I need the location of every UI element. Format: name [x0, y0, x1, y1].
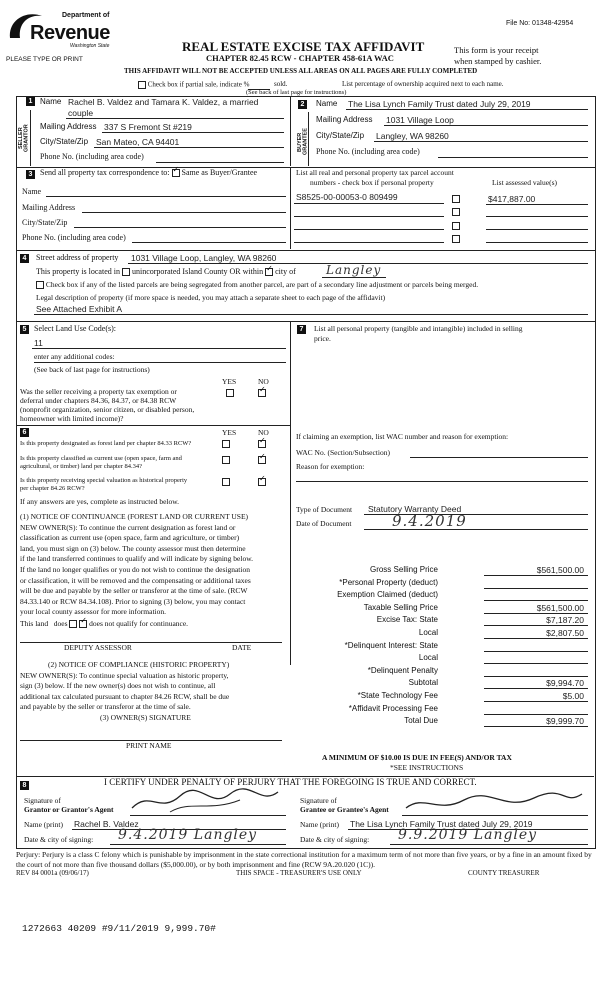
section-5-number: 5 [20, 325, 29, 334]
grantor-name-label: Name (print) [24, 820, 63, 829]
seller-name-label: Name [40, 97, 62, 106]
personal-property-label-1: List all personal property (tangible and intangible) included in selling [314, 324, 523, 333]
personal-property-label-2: price. [314, 334, 331, 343]
totals-label: *Affidavit Processing Fee [348, 703, 438, 713]
seller-city-value[interactable]: San Mateo, CA 94401 [96, 137, 180, 147]
segregated-label: Check box if any of the listed parcels are being segregated from another parcel, are part of a secondary line adjustment or parcels being merged. [45, 280, 479, 289]
see-back-note: (See back of last page for instructions) [246, 89, 347, 96]
totals-label: *Delinquent Penalty [367, 665, 438, 675]
file-number: File No: 01348-42954 [506, 20, 574, 27]
totals-value[interactable]: $9,999.70 [546, 716, 584, 727]
grantee-date-label: Date & city of signing: [300, 835, 370, 844]
s6-current-use-no[interactable] [258, 456, 266, 465]
continuance-line: classification as current use (open space, farm and agriculture, or timber) [20, 533, 240, 543]
section-1-number: 1 [26, 97, 35, 106]
grantor-signature-of: Signature of [24, 796, 61, 805]
wac-label: WAC No. (Section/Subsection) [296, 448, 390, 457]
totals-value[interactable]: $5.00 [562, 691, 584, 701]
sold-label: sold. [274, 80, 288, 88]
reason-field[interactable] [296, 481, 588, 482]
totals-label: Subtotal [408, 678, 438, 688]
totals-value[interactable]: $561,500.00 [536, 602, 584, 613]
compliance-notice [20, 660, 229, 713]
assessor-date-label: DATE [232, 643, 252, 652]
unincorporated-checkbox[interactable] [122, 268, 130, 276]
parcel-pp-checkbox-2[interactable] [452, 208, 460, 217]
print-name-label: PRINT NAME [126, 741, 172, 750]
certification-statement: I CERTIFY UNDER PENALTY OF PERJURY THAT THE FOREGOING IS TRUE AND CORRECT. [104, 777, 477, 787]
doc-date-label: Date of Document [296, 519, 352, 528]
parcel-header-2: numbers - check box if personal property [310, 178, 434, 187]
continuance-line: if the land transferred continues to qualify and will indicate by signing below. [20, 554, 253, 564]
grantee-name-value[interactable]: The Lisa Lynch Family Trust dated July 29, 2019 [350, 819, 533, 829]
located-label: This property is located in [36, 267, 120, 276]
section-2-number: 2 [298, 100, 307, 109]
does-checkbox[interactable] [69, 620, 77, 628]
segregated-row [36, 281, 478, 289]
partial-sale-row [138, 81, 249, 89]
buyer-city-value[interactable]: Langley, WA 98260 [376, 131, 449, 141]
buyer-mail-label: Mailing Address [316, 115, 373, 124]
parcel-pp-checkbox-3[interactable] [452, 222, 460, 231]
state-label: Washington State [70, 43, 110, 49]
parcel-field-4[interactable] [294, 242, 444, 243]
doc-type-label: Type of Document [296, 505, 353, 514]
unincorporated-label: unincorporated Island County OR within [131, 267, 264, 276]
qualify-row [20, 620, 188, 628]
s6-forest-no[interactable] [258, 440, 266, 449]
totals-label: *Personal Property (deduct) [339, 577, 438, 587]
assessed-header: List assessed value(s) [492, 178, 557, 187]
city-handwritten[interactable]: Langley [326, 263, 382, 277]
dor-logo [6, 8, 116, 50]
continuance-line: your local county assessor for more information. [20, 607, 167, 617]
does-not-label: does not qualify for continuance. [89, 619, 189, 628]
seller-name-2[interactable]: couple [68, 108, 94, 118]
section-3-number: 3 [26, 170, 35, 179]
grantee-signature-of: Signature of [300, 796, 337, 805]
parcel-pp-checkbox-1[interactable] [452, 195, 460, 204]
totals-label: *State Technology Fee [357, 691, 438, 700]
buyer-name-label: Name [316, 99, 338, 108]
continuance-line: (1) NOTICE OF CONTINUANCE (FOREST LAND OR CURRENT USE) [20, 512, 249, 521]
totals-value[interactable]: $561,500.00 [536, 565, 584, 575]
corr-mail-field[interactable] [82, 212, 286, 213]
s5-yes-checkbox[interactable] [226, 389, 234, 398]
legal-value[interactable]: See Attached Exhibit A [36, 304, 123, 314]
s5-question-4: homeowner with limited income)? [20, 414, 124, 423]
totals-label: Local [418, 653, 438, 663]
corr-city-field[interactable] [74, 227, 286, 228]
city-of-checkbox[interactable] [265, 268, 273, 276]
form-revision: REV 84 0001a (09/06/17) [16, 869, 89, 877]
compliance-line: additional tax calculated pursuant to chapter 84.26 RCW, shall be due [20, 691, 230, 701]
continuance-line: land, you must sign on (3) below. The county assessor must then determine [20, 543, 246, 553]
dept-label: Department of [62, 12, 110, 19]
form-chapters: CHAPTER 82.45 RCW - CHAPTER 458-61A WAC [206, 53, 394, 63]
buyer-phone-field[interactable] [438, 157, 588, 158]
parcel-field-3[interactable] [294, 229, 444, 230]
assessed-field-3[interactable] [486, 229, 588, 230]
land-use-label: Select Land Use Code(s): [34, 324, 116, 333]
s6-no-header: NO [258, 428, 269, 437]
parcel-number-1[interactable]: S8525-00-00053-0 809499 [296, 192, 398, 202]
corr-mail-label: Mailing Address [22, 203, 76, 212]
deputy-assessor-label: DEPUTY ASSESSOR [64, 643, 132, 652]
street-label: Street address of property [36, 253, 119, 262]
s6-forest-question: Is this property designated as forest land per chapter 84.33 RCW? [20, 440, 192, 447]
corr-phone-field[interactable] [132, 242, 286, 243]
send-correspondence-row [40, 169, 257, 178]
compliance-line: and payable by the seller or transferor at the time of sale. [20, 702, 191, 711]
partial-sale-checkbox[interactable] [138, 81, 146, 89]
s6-historic-yes[interactable] [222, 478, 230, 487]
section-7-number: 7 [297, 325, 306, 334]
compliance-line: (2) NOTICE OF COMPLIANCE (HISTORIC PROPERTY) [48, 660, 230, 669]
perjury-statement: Perjury: Perjury is a class C felony which is punishable by imprisonment in the state correctional institution for a maximum term of not more than five years, or by a fine in an amount fixed by the court of not more than five thousand dollars ($5,000.00), or by both imprisonment and fine (RCW 9A.20.020 (1C)). [16, 850, 592, 869]
send-correspondence-label: Send all property tax correspondence to: [40, 168, 170, 177]
grantor-agent-label: Grantor or Grantor's Agent [24, 805, 114, 814]
revenue-wordmark: Revenue [30, 22, 110, 44]
treasurer-space: THIS SPACE - TREASURER'S USE ONLY [236, 869, 362, 877]
owner-signature-label: (3) OWNER(S) SIGNATURE [100, 713, 191, 722]
s6-forest-yes[interactable] [222, 440, 230, 449]
totals-label: Excise Tax: State [376, 615, 438, 625]
seller-grantor-label: SELLER GRANTOR [18, 124, 30, 152]
seller-mail-value[interactable]: 337 S Fremont St #219 [104, 122, 192, 132]
buyer-grantee-label: BUYER GRANTEE [297, 128, 309, 156]
s6-if-yes: If any answers are yes, complete as instructed below. [20, 497, 180, 506]
doc-type-value[interactable]: Statutory Warranty Deed [368, 504, 462, 514]
grantor-signature-icon [130, 786, 280, 816]
corr-city-label: City/State/Zip [22, 218, 68, 227]
parcel-header-1: List all real and personal property tax parcel account [296, 168, 454, 177]
continuance-notice [20, 512, 253, 618]
continuance-line: 84.33.140 or RCW 84.34.108). Prior to signing (3) below, you may contact [20, 596, 246, 606]
segregated-checkbox[interactable] [36, 281, 44, 289]
exemption-label: If claiming an exemption, list WAC number and reason for exemption: [296, 432, 509, 441]
totals-value[interactable]: $9,994.70 [546, 678, 584, 689]
s5-yes-header: YES [222, 377, 237, 386]
grantor-name-value[interactable]: Rachel B. Valdez [74, 819, 139, 829]
street-value[interactable]: 1031 Village Loop, Langley, WA 98260 [131, 253, 277, 263]
totals-label: Local [418, 628, 438, 637]
same-as-buyer-checkbox[interactable] [172, 169, 180, 177]
totals-value[interactable]: $7,187.20 [546, 615, 584, 626]
s5-question-1: Was the seller receiving a property tax exemption or [20, 387, 177, 396]
continuance-line: If the land no longer qualifies or you do not wish to continue the designation [20, 564, 250, 574]
parcel-field-2[interactable] [294, 216, 444, 217]
s6-current-use-question-1: Is this property classified as current use (open space, farm and [20, 455, 182, 462]
receipt-note-2: when stamped by cashier. [454, 56, 542, 66]
seller-name-1[interactable]: Rachel B. Valdez and Tamara K. Valdez, a married [68, 97, 259, 107]
totals-label: Total Due [404, 716, 438, 726]
s6-current-use-yes[interactable] [222, 456, 230, 465]
grantee-name-label: Name (print) [300, 820, 339, 829]
list-pct-label: List percentage of ownership acquired next to each name. [342, 80, 504, 88]
assessed-field-2[interactable] [486, 216, 588, 217]
section-8-number: 8 [20, 781, 29, 790]
corr-name-field[interactable] [46, 196, 286, 197]
s5-no-header: NO [258, 377, 269, 386]
s5-no-checkbox[interactable] [258, 389, 266, 398]
assessed-value-1[interactable]: $417,887.00 [488, 194, 536, 204]
city-of-label: city of [275, 267, 296, 276]
totals-value[interactable]: $2,807.50 [546, 628, 584, 638]
partial-sale-label: Check box if partial sale, indicate % [147, 80, 250, 89]
type-or-print: PLEASE TYPE OR PRINT [6, 56, 83, 63]
continuance-line: NEW OWNER(S): To continue the current designation as forest land or [20, 522, 236, 532]
section-6-number: 6 [20, 428, 29, 437]
continuance-line: will be due and payable by the seller or transferor at the time of sale. (RCW [20, 586, 248, 596]
parcel-pp-checkbox-4[interactable] [452, 235, 460, 244]
land-use-see-back: (See back of last page for instructions) [34, 365, 150, 374]
s6-current-use-question-2: agricultural, or timber) land per chapter 84.34? [20, 463, 143, 470]
does-label: does [53, 619, 68, 628]
totals-label: Gross Selling Price [369, 565, 438, 574]
compliance-line: sign (3) below. If the new owner(s) does not wish to continue, all [20, 681, 216, 690]
s5-question-3: (nonprofit organization, senior citizen, or disabled person, [20, 405, 195, 414]
totals-label: Taxable Selling Price [363, 602, 438, 612]
additional-codes-label: enter any additional codes: [34, 352, 115, 361]
land-use-code[interactable]: 11 [34, 338, 43, 348]
compliance-line: NEW OWNER(S): To continue special valuation as historic property, [20, 670, 229, 680]
corr-phone-label: Phone No. (including area code) [22, 233, 126, 242]
this-land-label: This land [20, 619, 49, 628]
section-4-number: 4 [20, 254, 29, 263]
s6-historic-question-1: Is this property receiving special valuation as historical property [20, 477, 188, 484]
seller-city-label: City/State/Zip [40, 137, 89, 146]
reason-label: Reason for exemption: [296, 462, 365, 471]
form-title: REAL ESTATE EXCISE TAX AFFIDAVIT [182, 39, 425, 54]
county-treasurer: COUNTY TREASURER [468, 869, 540, 877]
grantor-date-label: Date & city of signing: [24, 835, 94, 844]
assessed-field-4[interactable] [486, 242, 588, 243]
continuance-line: or classification, it will be removed and the compensating or additional taxes [20, 575, 251, 585]
s6-historic-no[interactable] [258, 478, 266, 487]
buyer-phone-label: Phone No. (including area code) [316, 147, 420, 156]
doc-date-handwritten[interactable]: 9.4.2019 [392, 512, 467, 530]
s5-question-2: deferral under chapters 84.36, 84.37, or 84.38 RCW [20, 396, 177, 405]
corr-name-label: Name [22, 187, 42, 196]
does-not-checkbox[interactable] [79, 620, 87, 628]
wac-field[interactable] [410, 457, 588, 458]
minimum-fee-note: A MINIMUM OF $10.00 IS DUE IN FEE(S) AND/OR TAX [322, 753, 512, 762]
see-instructions-note: *SEE INSTRUCTIONS [390, 763, 464, 772]
grantee-signature-icon [404, 788, 584, 816]
buyer-name-value[interactable]: The Lisa Lynch Family Trust dated July 29, 2019 [348, 99, 531, 109]
buyer-city-label: City/State/Zip [316, 131, 365, 140]
totals-label: Exemption Claimed (deduct) [337, 590, 438, 600]
treasurer-stamp: 1272663 40209 #9/11/2019 9,999.70# [22, 923, 216, 934]
s6-yes-header: YES [222, 428, 237, 437]
completion-warning: THIS AFFIDAVIT WILL NOT BE ACCEPTED UNLESS ALL AREAS ON ALL PAGES ARE FULLY COMPLETED [124, 67, 478, 75]
grantor-date-handwritten[interactable]: 9.4.2019 Langley [118, 827, 258, 843]
buyer-mail-value[interactable]: 1031 Village Loop [386, 115, 454, 125]
receipt-note-1: This form is your receipt [454, 45, 539, 55]
grantee-date-handwritten[interactable]: 9.9.2019 Langley [398, 827, 538, 843]
totals-label: *Delinquent Interest: State [344, 640, 438, 650]
s6-historic-question-2: per chapter 84.26 RCW? [20, 485, 85, 492]
seller-phone-label: Phone No. (including area code) [40, 152, 144, 161]
seller-phone-field[interactable] [156, 162, 284, 163]
additional-codes-field[interactable] [34, 362, 286, 363]
grantor-signature[interactable] [130, 786, 280, 819]
seller-mail-label: Mailing Address [40, 122, 97, 131]
grantee-agent-label: Grantee or Grantee's Agent [300, 805, 389, 814]
located-row [36, 268, 296, 277]
legal-label: Legal description of property (if more space is needed, you may attach a separate sheet to each page of the affidavit) [36, 293, 386, 302]
same-as-buyer-label: Same as Buyer/Grantee [181, 168, 258, 177]
